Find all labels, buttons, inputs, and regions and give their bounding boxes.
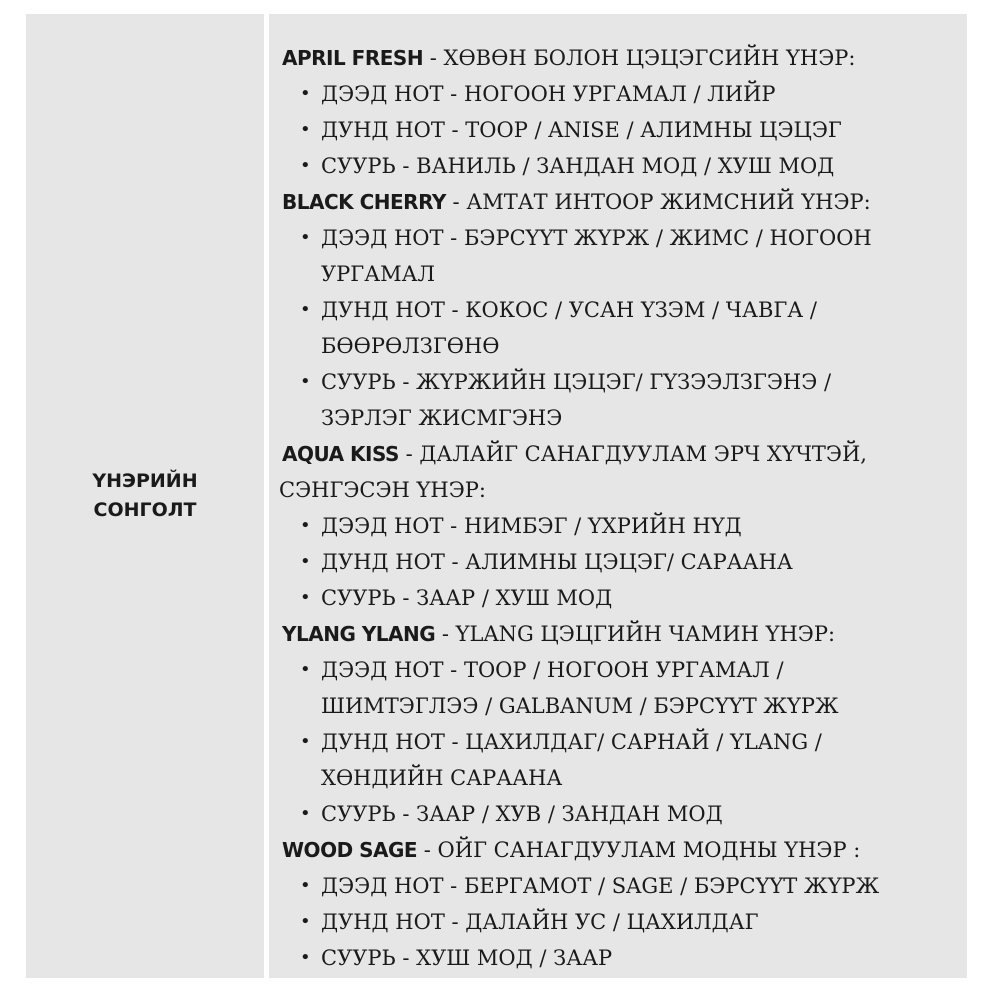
list-item-text: СУУРЬ - ЖҮРЖИЙН ЦЭЦЭГ/ ГҮЗЭЭЛЗГЭНЭ / [321,370,832,394]
bullet-dot: • [300,227,311,248]
group-desc: - ХӨВӨН БОЛОН ЦЭЦЭГСИЙН ҮНЭР: [423,46,856,70]
group-header-april-fresh [282,40,856,76]
list-item [300,796,723,832]
bullet-dot: • [300,119,311,140]
list-item [300,112,842,148]
group-name: WOOD SAGE [282,838,418,862]
bullet-dot: • [300,731,311,752]
list-item [300,292,817,328]
group-header-aqua-kiss [282,436,867,472]
list-item [300,724,822,760]
bullet-dot: • [300,551,311,572]
list-item [300,364,832,400]
bullet-dot: • [300,947,311,968]
bullet-dot: • [300,155,311,176]
bullet-dot: • [300,911,311,932]
list-item [300,580,613,616]
list-item-text: ДЭЭД НОТ - ТООР / НОГООН УРГАМАЛ / [321,658,784,682]
list-item [300,508,742,544]
bullet-dot: • [300,83,311,104]
list-item-continuation: ХӨНДИЙН САРААНА [321,766,563,790]
group-name: AQUA KISS [282,442,399,466]
bullet-dot: • [300,371,311,392]
group-header-ylang-ylang [282,616,835,652]
list-item-text: ДУНД НОТ - ТООР / ANISE / АЛИМНЫ ЦЭЦЭГ [321,118,842,142]
list-item-text: СУУРЬ - ЗААР / ХУВ / ЗАНДАН МОД [321,802,723,826]
list-item-continuation: БӨӨРӨЛЗГӨНӨ [321,334,500,358]
content-cell [269,14,967,978]
group-desc: - ДАЛАЙГ САНАГДУУЛАМ ЭРЧ ХҮЧТЭЙ, [398,442,867,466]
list-item-text: ДУНД НОТ - ЦАХИЛДАГ/ САРНАЙ / YLANG / [321,730,822,754]
list-item-text: ДЭЭД НОТ - БЕРГАМОТ / SAGE / БЭРСҮҮТ ЖҮРЖ [321,874,880,898]
list-item [300,940,613,976]
list-item-continuation: УРГАМАЛ [321,262,436,286]
group-header-black-cherry [282,184,871,220]
label-line-2: СОНГОЛТ [93,499,197,521]
list-item-text: СУУРЬ - ВАНИЛЬ / ЗАНДАН МОД / ХУШ МОД [321,154,835,178]
list-item-text: ДУНД НОТ - АЛИМНЫ ЦЭЦЭГ/ САРААНА [321,550,793,574]
list-item [300,868,880,904]
group-desc: - YLANG ЦЭЦГИЙН ЧАМИН ҮНЭР: [435,622,836,646]
group-desc: - АМТАТ ИНТООР ЖИМСНИЙ ҮНЭР: [445,190,871,214]
list-item-text: ДЭЭД НОТ - БЭРСҮҮТ ЖҮРЖ / ЖИМС / НОГООН [321,226,872,250]
list-item-continuation: ШИМТЭГЛЭЭ / GALBANUM / БЭРСҮҮТ ЖҮРЖ [321,694,839,718]
list-item-continuation: ЗЭРЛЭГ ЖИСМГЭНЭ [321,406,563,430]
group-desc: - ОЙГ САНАГДУУЛАМ МОДНЫ ҮНЭР : [417,838,861,862]
group-header-wood-sage [282,832,860,868]
scent-list [269,14,967,978]
group-name: YLANG YLANG [282,622,436,646]
list-item [300,148,835,184]
list-item-text: СУУРЬ - ЗААР / ХУШ МОД [321,586,613,610]
list-item-text: ДЭЭД НОТ - НИМБЭГ / ҮХРИЙН НҮД [321,514,742,538]
list-item-text: ДЭЭД НОТ - НОГООН УРГАМАЛ / ЛИЙР [321,82,776,106]
bullet-dot: • [300,515,311,536]
list-item [300,904,759,940]
list-item [300,652,784,688]
list-item-text: ДУНД НОТ - ДАЛАЙН УС / ЦАХИЛДАГ [321,910,759,934]
list-item [300,76,776,112]
bullet-dot: • [300,659,311,680]
list-item [300,544,793,580]
group-name: BLACK CHERRY [282,190,446,214]
label-cell [26,14,264,978]
bullet-dot: • [300,299,311,320]
list-item-text: СУУРЬ - ХУШ МОД / ЗААР [321,946,613,970]
bullet-dot: • [300,587,311,608]
list-item-text: ДУНД НОТ - КОКОС / УСАН ҮЗЭМ / ЧАВГА / [321,298,817,322]
scent-selection-label [70,467,220,525]
list-item [300,220,872,256]
bullet-dot: • [300,875,311,896]
label-line-1: ҮНЭРИЙН [92,470,198,492]
bullet-dot: • [300,803,311,824]
group-name: APRIL FRESH [282,46,424,70]
group-desc-continuation: СЭНГЭСЭН ҮНЭР: [279,478,486,502]
